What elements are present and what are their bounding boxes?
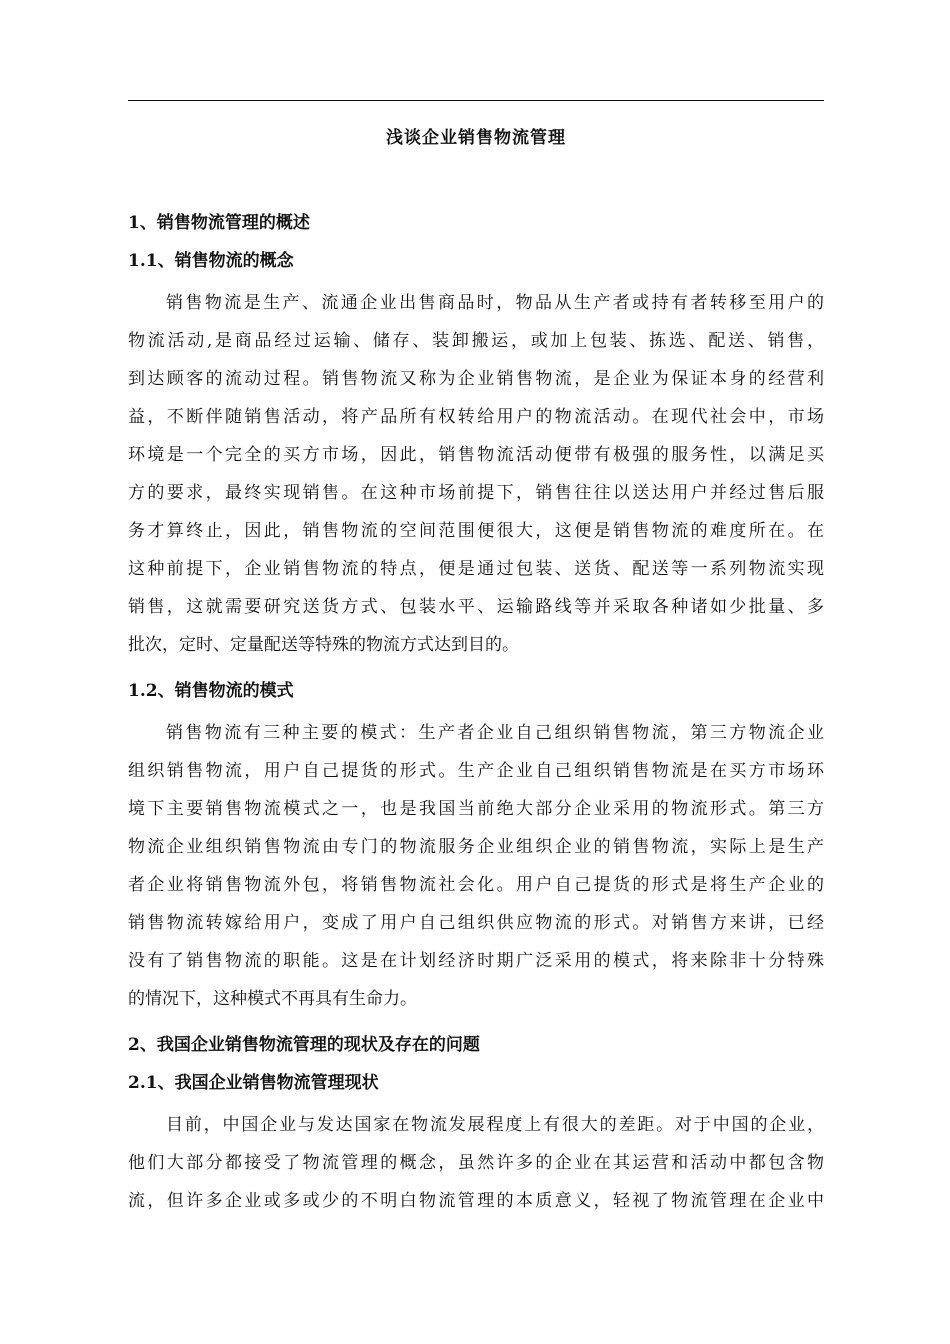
paragraph-line: 环境是一个完全的买方市场，因此，销售物流活动便带有极强的服务性，以满足买 [128, 445, 824, 465]
subsection-heading: 1.2、销售物流的模式 [128, 681, 294, 701]
paragraph-line: 境下主要销售物流模式之一，也是我国当前绝大部分企业采用的物流形式。第三方 [128, 799, 824, 819]
paragraph-line: 他们大部分都接受了物流管理的概念，虽然许多的企业在其运营和活动中都包含物 [128, 1153, 824, 1173]
header-rule [128, 100, 824, 101]
paragraph [128, 1106, 824, 1220]
subsection-heading: 1.1、销售物流的概念 [128, 251, 294, 271]
document-body [128, 208, 824, 1232]
paragraph-line: 物流企业组织销售物流由专门的物流服务企业组织企业的销售物流，实际上是生产 [128, 837, 824, 857]
paragraph-line: 务才算终止，因此，销售物流的空间范围便很大，这便是销售物流的难度所在。在 [128, 521, 824, 541]
paragraph-line: 销售，这就需要研究送货方式、包装水平、运输路线等并采取各种诸如少批量、多 [128, 597, 824, 617]
paragraph-line: 益，不断伴随销售活动，将产品所有权转给用户的物流活动。在现代社会中，市场 [128, 407, 824, 427]
section-heading: 1、销售物流管理的概述 [128, 213, 310, 233]
paragraph-line: 的情况下，这种模式不再具有生命力。 [128, 989, 417, 1009]
paragraph [128, 284, 824, 664]
paragraph-line: 销售物流转嫁给用户，变成了用户自己组织供应物流的形式。对销售方来讲，已经 [128, 913, 824, 933]
paragraph-line: 者企业将销售物流外包，将销售物流社会化。用户自己提货的形式是将生产企业的 [128, 875, 824, 895]
paragraph-line: 批次，定时、定量配送等特殊的物流方式达到目的。 [128, 635, 519, 655]
section-heading: 2、我国企业销售物流管理的现状及存在的问题 [128, 1035, 480, 1055]
paragraph-line: 销售物流有三种主要的模式：生产者企业自己组织销售物流，第三方物流企业 [166, 723, 824, 743]
paragraph [128, 714, 824, 1018]
document-title: 浅谈企业销售物流管理 [386, 128, 566, 148]
paragraph-line: 到达顾客的流动过程。销售物流又称为企业销售物流，是企业为保证本身的经营利 [128, 369, 824, 389]
paragraph-line: 没有了销售物流的职能。这是在计划经济时期广泛采用的模式，将来除非十分特殊 [128, 951, 824, 971]
paragraph-line: 组织销售物流，用户自己提货的形式。生产企业自己组织销售物流是在买方市场环 [128, 761, 824, 781]
subsection-heading: 2.1、我国企业销售物流管理现状 [128, 1073, 379, 1093]
paragraph-line: 销售物流是生产、流通企业出售商品时，物品从生产者或持有者转移至用户的 [166, 293, 824, 313]
paragraph-line: 目前，中国企业与发达国家在物流发展程度上有很大的差距。对于中国的企业， [166, 1115, 824, 1135]
paragraph-line: 这种前提下，企业销售物流的特点，便是通过包装、送货、配送等一系列物流实现 [128, 559, 824, 579]
paragraph-line: 物流活动,是商品经过运输、储存、装卸搬运，或加上包装、拣选、配送、销售， [128, 331, 824, 351]
paragraph-line: 方的要求，最终实现销售。在这种市场前提下，销售往往以送达用户并经过售后服 [128, 483, 824, 503]
paragraph-line: 流，但许多企业或多或少的不明白物流管理的本质意义，轻视了物流管理在企业中 [128, 1191, 824, 1211]
